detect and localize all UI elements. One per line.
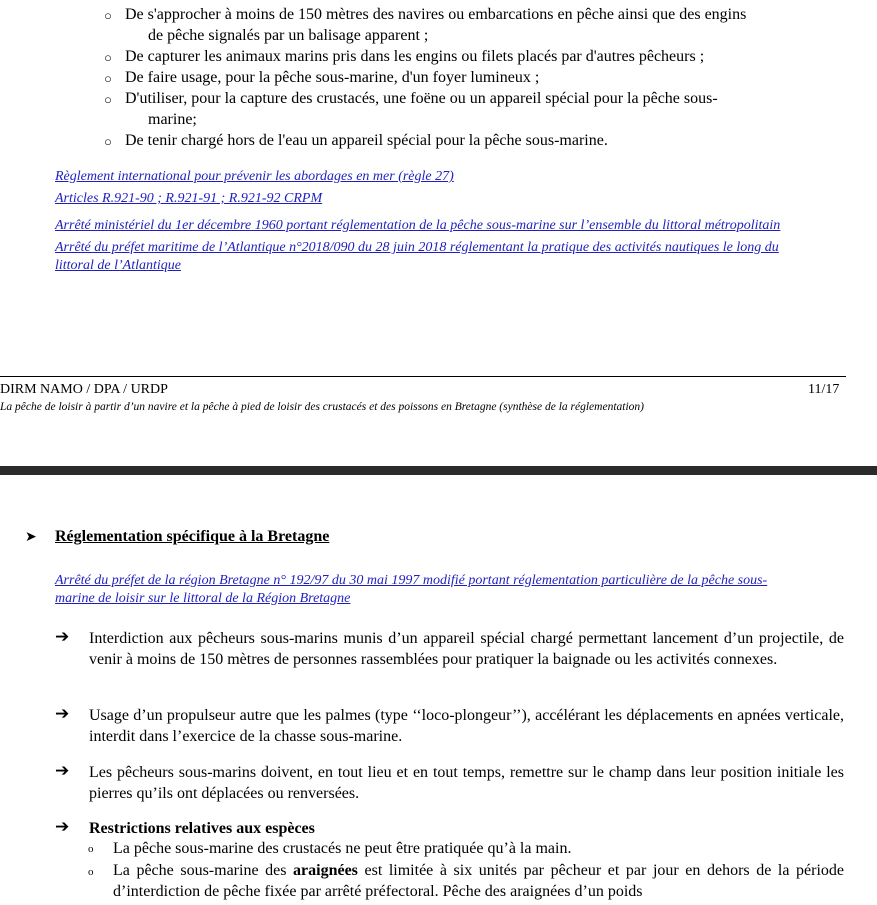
restrictions-title: Restrictions relatives aux espèces bbox=[89, 820, 315, 837]
arrowhead-bullet-icon: ➤ bbox=[25, 529, 37, 545]
bullet-item: De s'approcher à moins de 150 mètres des navires ou embarcations en pêche ainsi que des engins de pêche signalés par un balisage apparent ; bbox=[125, 6, 747, 44]
reference-link[interactable]: Arrêté du préfet de la région Bretagne n° 192/97 du 30 mai 1997 modifié portant réglementation particulière de la pêche sous- marine de loisir sur le littoral de la Région Bretagne bbox=[55, 573, 768, 606]
arrow-right-icon: ➔ bbox=[55, 704, 70, 724]
bullet-item: De capturer les animaux marins pris dans les engins ou filets placés par d'autres pêcheurs ; bbox=[125, 48, 705, 65]
arrow-right-icon: ➔ bbox=[55, 761, 70, 781]
sub-bullet-item: La pêche sous-marine des crustacés ne peut être pratiquée qu’à la main. bbox=[113, 840, 572, 857]
circle-bullet-icon: ○ bbox=[104, 134, 112, 149]
circle-bullet-icon: ○ bbox=[104, 92, 112, 107]
bullet-item: De tenir chargé hors de l'eau un appareil spécial pour la pêche sous-marine. bbox=[125, 132, 608, 149]
reference-link[interactable]: Articles R.921-90 ; R.921-91 ; R.921-92 CRPM bbox=[55, 191, 323, 206]
paragraph: Interdiction aux pêcheurs sous-marins munis d’un appareil spécial chargé permettant lancement d’un projectile, de venir à moins de 150 mètres de personnes rassemblées pour pratiquer la baignade ou les activités connexes. bbox=[89, 630, 844, 668]
arrow-right-icon: ➔ bbox=[55, 817, 70, 837]
paragraph: Les pêcheurs sous-marins doivent, en tout lieu et en tout temps, remettre sur le champ dans leur position initiale les pierres qu’ils ont déplacées ou renversées. bbox=[89, 764, 844, 802]
footer-rule bbox=[0, 376, 846, 377]
reference-link[interactable]: Règlement international pour prévenir les abordages en mer (règle 27) bbox=[55, 169, 454, 184]
footer-org: DIRM NAMO / DPA / URDP bbox=[0, 382, 168, 397]
reference-link[interactable]: Arrêté du préfet maritime de l’Atlantique n°2018/090 du 28 juin 2018 réglementant la pratique des activités nautiques le long du littoral de l’Atlantique bbox=[55, 240, 779, 273]
page-number: 11/17 bbox=[808, 382, 840, 397]
circle-bullet-icon: ○ bbox=[104, 50, 112, 65]
section-heading: Réglementation spécifique à la Bretagne bbox=[55, 528, 330, 545]
circle-bullet-icon: ○ bbox=[104, 71, 112, 86]
circle-bullet-icon: o bbox=[88, 866, 94, 878]
circle-bullet-icon: o bbox=[88, 843, 94, 855]
footer-subtitle: La pêche de loisir à partir d’un navire et la pêche à pied de loisir des crustacés et des poissons en Bretagne (synthèse de la réglementation) bbox=[0, 401, 644, 413]
reference-link[interactable]: Arrêté ministériel du 1er décembre 1960 portant réglementation de la pêche sous-marine sur l’ensemble du littoral métropolitain bbox=[55, 218, 781, 233]
bullet-item: D'utiliser, pour la capture des crustacés, une foëne ou un appareil spécial pour la pêche sous- marine; bbox=[125, 90, 718, 128]
circle-bullet-icon: ○ bbox=[104, 8, 112, 23]
paragraph: Usage d’un propulseur autre que les palmes (type ‘‘loco-plongeur’’), accélérant les déplacements en apnées verticale, interdit dans l’exercice de la chasse sous-marine. bbox=[89, 707, 844, 745]
page-separator bbox=[0, 466, 877, 475]
arrow-right-icon: ➔ bbox=[55, 627, 70, 647]
bullet-item: De faire usage, pour la pêche sous-marine, d'un foyer lumineux ; bbox=[125, 69, 540, 86]
sub-bullet-item: La pêche sous-marine des araignées est limitée à six unités par pêcheur et par jour en dehors de la période d’interdiction de pêche fixée par arrêté préfectoral. Pêche des araignées d’un poids bbox=[113, 862, 844, 900]
